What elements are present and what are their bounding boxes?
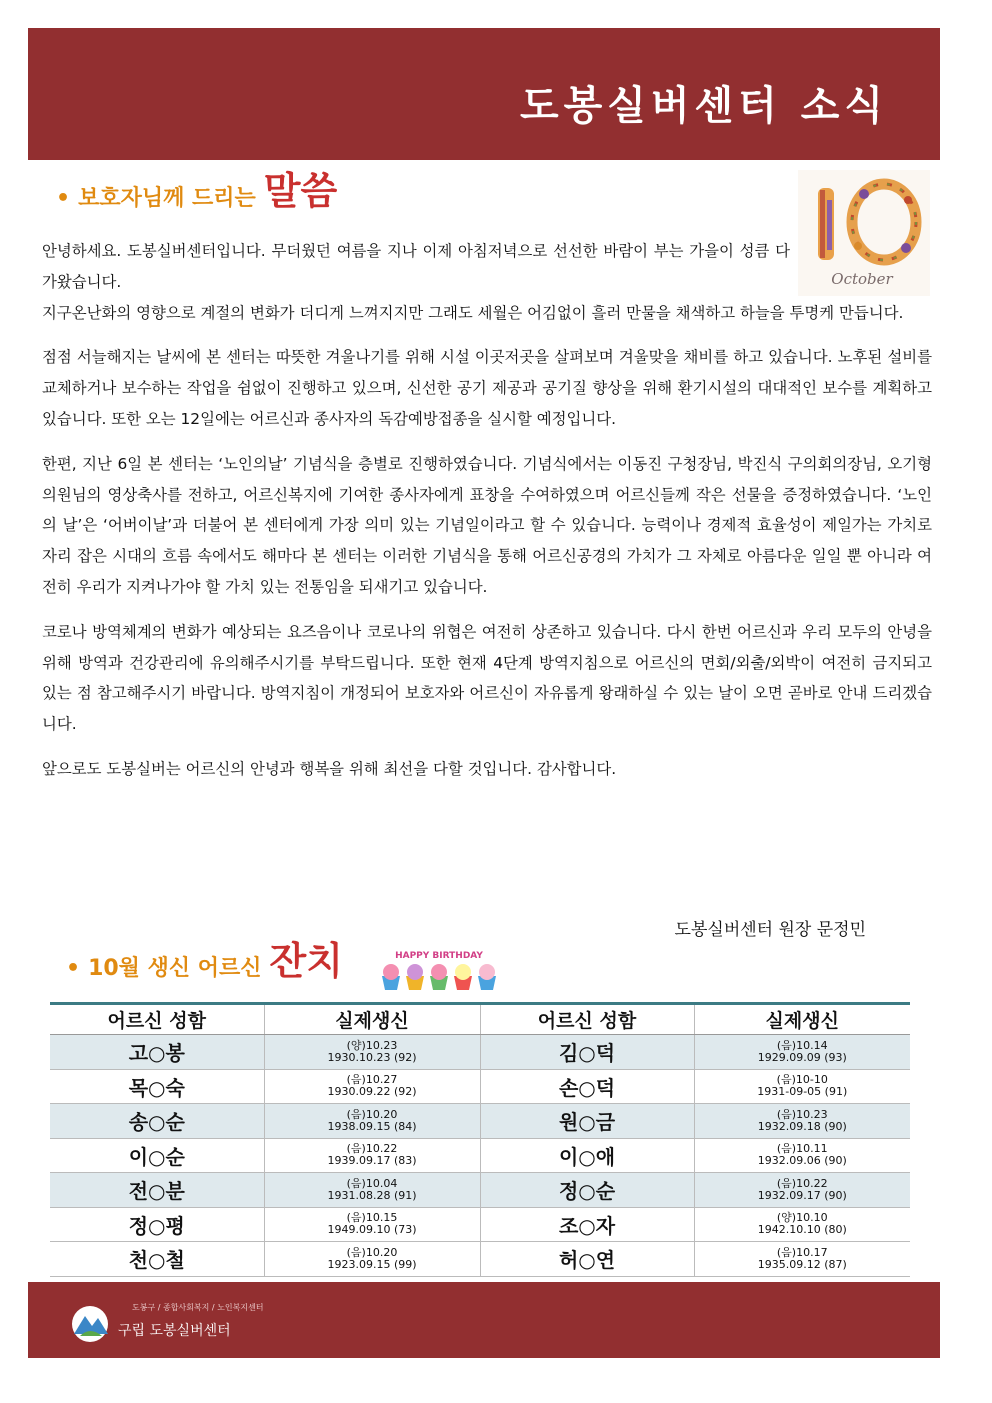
table-row [50,1173,910,1208]
resident-name: 이○순 [50,1138,264,1173]
birthday-cell [694,1207,910,1242]
letter-paragraph: 점점 서늘해지는 날씨에 본 센터는 따뜻한 겨울나기를 위해 시설 이곳저곳을 살펴보며 겨울맞을 채비를 하고 있습니다. 노후된 설비를 교체하거나 보수하는 작업을 쉼없이 진행하고 있으며, 신선한 공기 제공과 공기질 향상을 위해 환기시설의 대대적인 보수를 계획하고 있습니다. 또한 오는 12일에는 어르신과 종사자의 독감예방접종을 실시할 예정입니다. [42,348,932,428]
table-header-row [50,1004,910,1035]
resident-name: 손○덕 [480,1069,694,1104]
resident-name: 김○덕 [480,1035,694,1070]
lunar-date: (음)10.23 [776,1107,828,1121]
birth-date: 1938.09.15 (84) [327,1119,417,1133]
logo-subtitle: 도봉구 / 종합사회복지 / 노인복지센터 [132,1303,264,1312]
resident-name: 고○봉 [50,1035,264,1070]
birth-date: 1932.09.17 (90) [757,1188,847,1202]
table-row [50,1104,910,1139]
table-row [50,1207,910,1242]
letter-paragraph: 한편, 지난 6일 본 센터는 ‘노인의날’ 기념식을 층별로 진행하였습니다. 기념식에서는 이동진 구청장님, 박진식 구의회의장님, 오기형 의원님의 영상축사를 전하고, 어르신복지에 기여한 종사자에게 표창을 수여하였으며 어르신들께 작은 선물을 증정하였습니다. ‘노인의 날’은 ‘어버이날’과 더불어 본 센터에게 가장 의미 있는 기념일이라고 할 수 있습니다. 능력이나 경제적 효율성이 제일가는 가치로 자리 잡은 시대의 흐름 속에서도 해마다 본 센터는 이러한 기념식을 통해 어르신공경의 가치가 그 자체로 아름다운 일일 뿐 아니라 여전히 우리가 지켜나가야 할 가치 있는 전통임을 되새기고 있습니다. [42,454,932,596]
birth-date: 1930.09.22 (92) [327,1085,417,1099]
section-heading-birthday [66,939,343,983]
birthday-cell [264,1104,480,1139]
birthday-cell [264,1069,480,1104]
birthday-icon-text: HAPPY BIRTHDAY [395,951,483,961]
birthday-cell [264,1242,480,1277]
table-row [50,1242,910,1277]
birthday-cell [694,1242,910,1277]
section-title-big: 말씀 [263,169,338,213]
birthday-cell [264,1207,480,1242]
column-header: 실제생신 [264,1004,480,1035]
birth-date: 1935.09.12 (87) [757,1257,847,1271]
lunar-date: (음)10.04 [346,1176,398,1190]
letter-body [42,236,932,799]
birth-date: 1931-09-05 (91) [757,1085,848,1099]
lunar-date: (음)10.20 [346,1245,398,1259]
resident-name: 송○순 [50,1104,264,1139]
lunar-date: (양)10.23 [346,1038,398,1052]
letter-paragraph: 앞으로도 도봉실버는 어르신의 안녕과 행복을 위해 최선을 다할 것입니다. 감사합니다. [42,759,617,778]
birthday-cell [694,1035,910,1070]
logo-name: 구립 도봉실버센터 [118,1323,231,1339]
header-bar [28,28,940,160]
letter-signature: 도봉실버센터 원장 문정민 [674,920,866,940]
resident-name: 조○자 [480,1207,694,1242]
column-header: 어르신 성함 [50,1004,264,1035]
resident-name: 정○평 [50,1207,264,1242]
resident-name: 목○숙 [50,1069,264,1104]
section-title-small: 10월 생신 어르신 [88,956,262,981]
column-header: 어르신 성함 [480,1004,694,1035]
table-row [50,1069,910,1104]
birth-date: 1932.09.18 (90) [757,1119,847,1133]
birth-date: 1939.09.17 (83) [327,1154,417,1168]
birth-date: 1942.10.10 (80) [757,1223,847,1237]
table-row [50,1138,910,1173]
lunar-date: (음)10.20 [346,1107,398,1121]
birthday-cell [694,1138,910,1173]
resident-name: 전○분 [50,1173,264,1208]
bullet-icon: • [66,956,81,981]
letter-paragraph: 코로나 방역체계의 변화가 예상되는 요즈음이나 코로나의 위협은 여전히 상존하고 있습니다. 다시 한번 어르신과 우리 모두의 안녕을 위해 방역과 건강관리에 유의해주시기를 부탁드립니다. 또한 현재 4단계 방역지침으로 어르신의 면회/외출/외박이 여전히 금지되고 있는 점 참고해주시기 바랍니다. 방역지침이 개정되어 보호자와 어르신이 자유롭게 왕래하실 수 있는 날이 오면 곧바로 안내 드리겠습니다. [42,622,932,734]
birthday-cell [694,1173,910,1208]
birth-date: 1932.09.06 (90) [757,1154,847,1168]
table-row [50,1035,910,1070]
lunar-date: (음)10.17 [776,1245,828,1259]
birth-date: 1930.10.23 (92) [327,1050,417,1064]
bullet-icon: • [56,186,71,211]
section-title-big: 잔치 [269,939,343,983]
lunar-date: (음)10.27 [346,1073,398,1087]
birthday-cupcakes-icon [376,946,502,994]
birthday-cell [264,1035,480,1070]
october-caption: October [831,270,893,288]
birth-date: 1931.08.28 (91) [327,1188,417,1202]
birth-date: 1923.09.15 (99) [327,1257,417,1271]
resident-name: 원○금 [480,1104,694,1139]
resident-name: 천○철 [50,1242,264,1277]
birthday-table [50,1002,910,1277]
birth-date: 1929.09.09 (93) [757,1050,847,1064]
resident-name: 정○순 [480,1173,694,1208]
birthday-cell [694,1069,910,1104]
resident-name: 이○애 [480,1138,694,1173]
letter-paragraph: 지구온난화의 영향으로 계절의 변화가 더디게 느껴지지만 그래도 세월은 어김없이 흘러 만물을 채색하고 하늘을 투명케 만듭니다. [42,303,904,322]
lunar-date: (양)10.10 [776,1211,828,1225]
birthday-cell [264,1138,480,1173]
lunar-date: (음)10.22 [346,1142,398,1156]
letter-paragraph: 안녕하세요. 도봉실버센터입니다. 무더웠던 여름을 지나 이제 아침저녁으로 선선한 바람이 부는 가을이 성큼 다가왔습니다. [42,242,790,291]
lunar-date: (음)10.22 [776,1176,828,1190]
center-logo-icon [68,1302,112,1342]
column-header: 실제생신 [694,1004,910,1035]
birthday-cell [264,1173,480,1208]
page-title: 도봉실버센터 소식 [519,83,888,129]
lunar-date: (음)10.14 [776,1038,828,1052]
birthday-cell [694,1104,910,1139]
lunar-date: (음)10-10 [776,1073,828,1087]
resident-name: 허○연 [480,1242,694,1277]
section-heading-message [56,169,338,213]
lunar-date: (음)10.11 [776,1142,828,1156]
footer-bar [28,1282,940,1358]
birth-date: 1949.09.10 (73) [327,1223,417,1237]
lunar-date: (음)10.15 [346,1211,398,1225]
section-title-small: 보호자님께 드리는 [78,186,256,211]
